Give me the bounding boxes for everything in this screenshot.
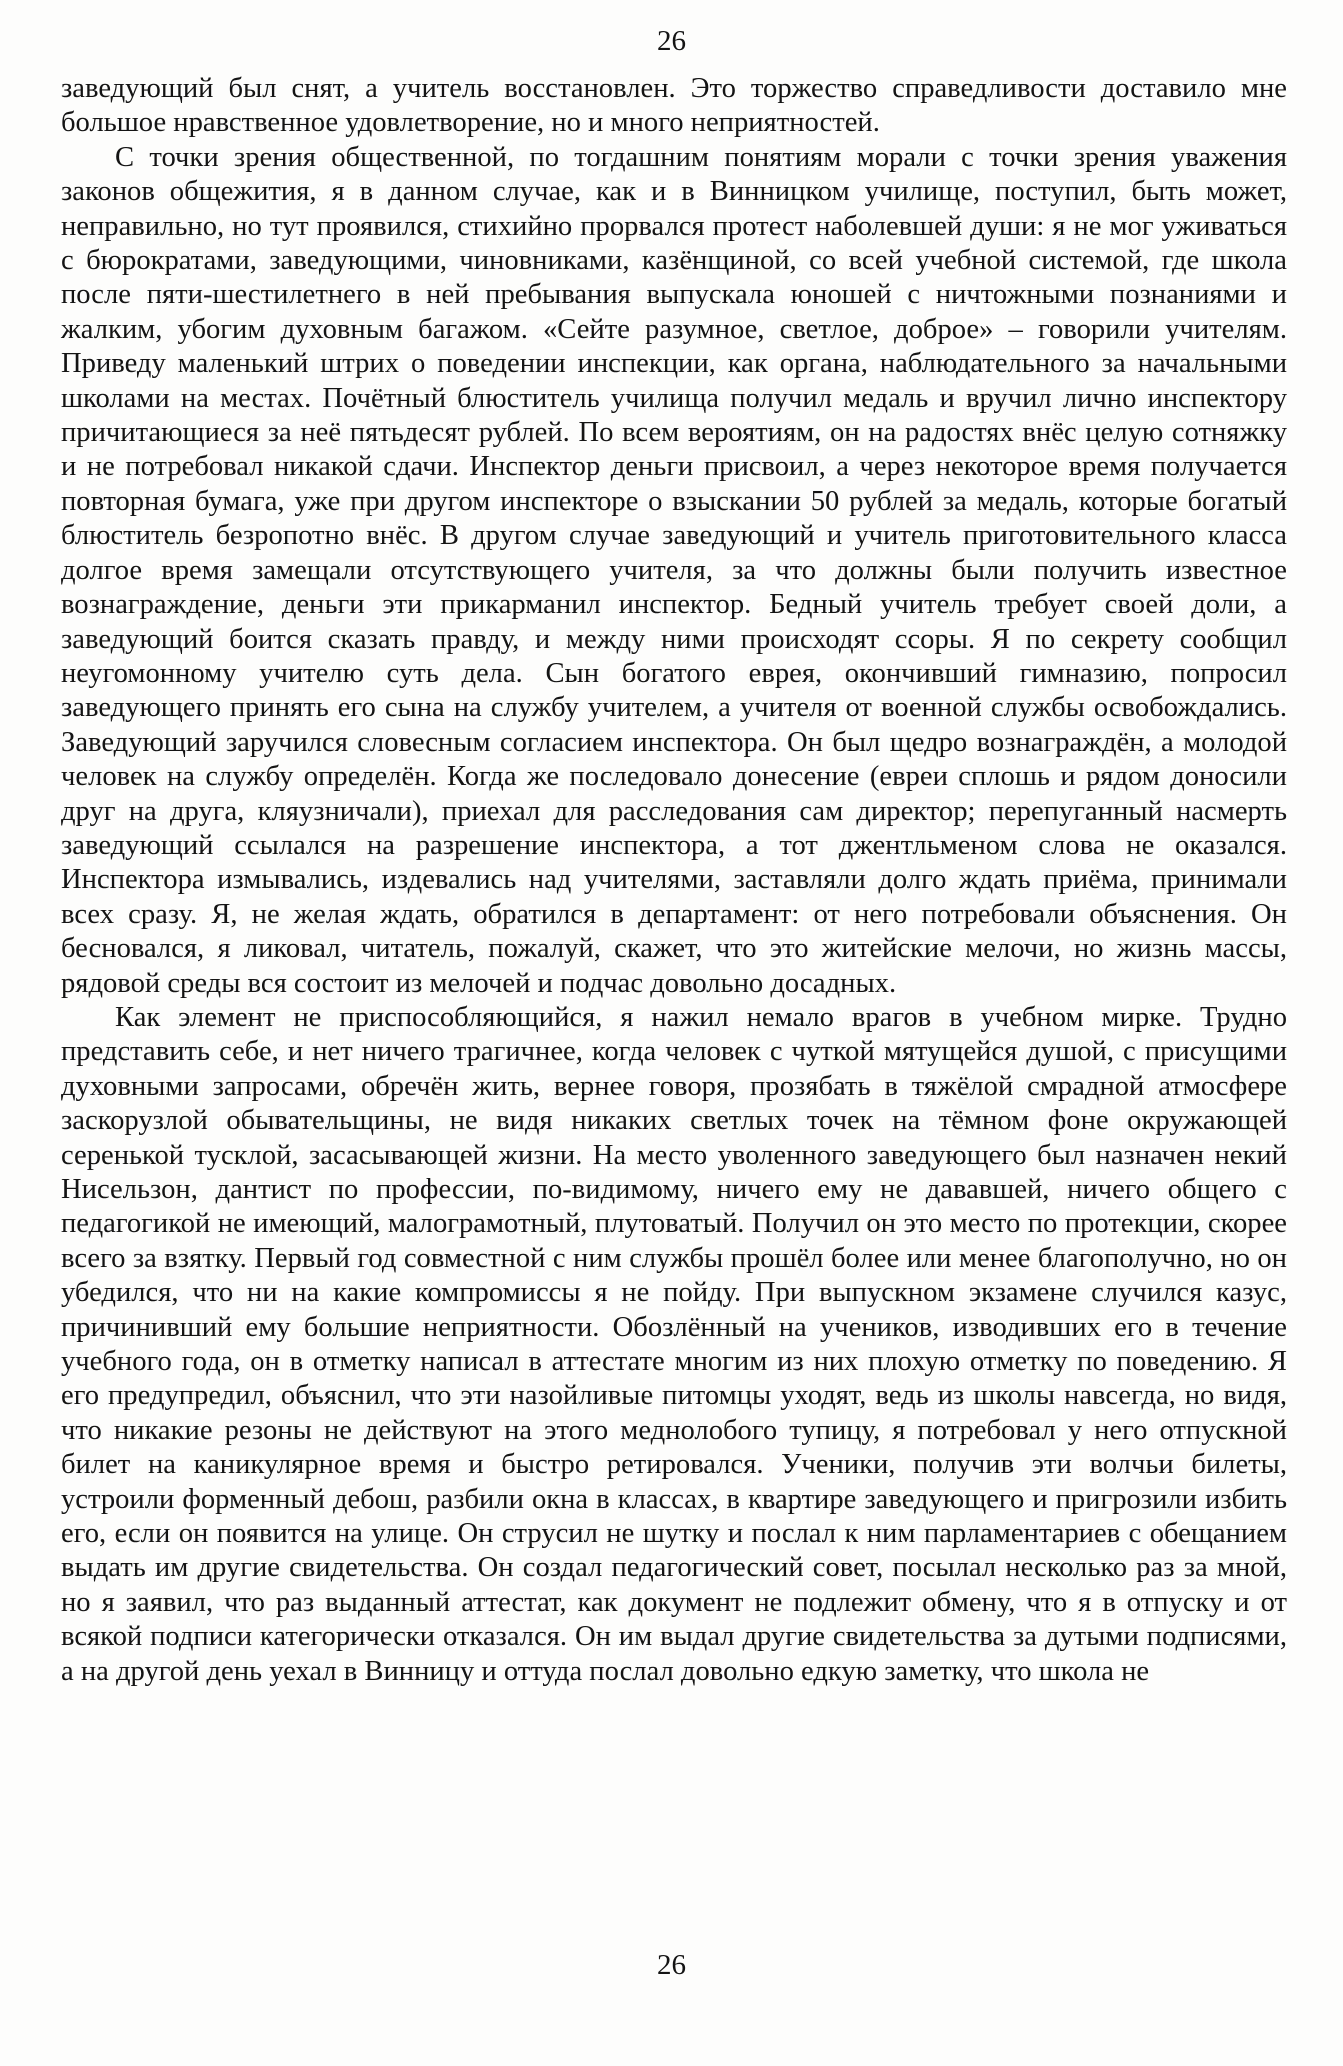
paragraph-1: заведующий был снят, а учитель восстановлен. Это торжество справедливости доставило мне большое нравственное удовлетворение, но и много неприятностей.: [61, 73, 1287, 139]
page-number-top: 26: [657, 25, 686, 57]
paragraph-2: С точки зрения общественной, по тогдашним понятиям морали с точки зрения уважения законов общежития, я в данном случае, как и в Винницком училище, поступил, быть может, неправильно, но тут проявился, стихийно прорвался протест наболевшей души: я не мог уживаться с бюрократами, заведующими, чиновниками, казёнщиной, со всей учебной системой, где школа после пяти-шестилетнего в ней пребывания выпускала юношей с ничтожными познаниями и жалким, убогим духовным багажом. «Сейте разумное, светлое, доброе» – говорили учителям. Приведу маленький штрих о поведении инспекции, как органа, наблюдательного за начальными школами на местах. Почётный блюститель училища получил медаль и вручил лично инспектору причитающиеся за неё пятьдесят рублей. По всем вероятиям, он на радостях внёс целую сотняжку и не потребовал никакой сдачи. Инспектор деньги присвоил, а через некоторое время получается повторная бумага, уже при другом инспекторе о взыскании 50 рублей за медаль, которые богатый блюститель безропотно внёс. В другом случае заведующий и учитель приготовительного класса долгое время замещали отсутствующего учителя, за что должны были получить известное вознаграждение, деньги эти прикарманил инспектор. Бедный учитель требует своей доли, а заведующий боится сказать правду, и между ними происходят ссоры. Я по секрету сообщил неугомонному учителю суть дела. Сын богатого еврея, окончивший гимназию, попросил заведующего принять его сына на службу учителем, а учителя от военной службы освобождались. Заведующий заручился словесным согласием инспектора. Он был щедро вознаграждён, а молодой человек на службу определён. Когда же последовало донесение (евреи сплошь и рядом доносили друг на друга, кляузничали), приехал для расследования сам директор; перепуганный насмерть заведующий ссылался на разрешение инспектора, а тот джентльменом слова не оказался. Инспектора измывались, издевались над учителями, заставляли долго ждать приёма, принимали всех сразу. Я, не желая ждать, обратился в департамент: от него потребовали объяснения. Он бесновался, я ликовал, читатель, пожалуй, скажет, что это житейские мелочи, но жизнь массы, рядовой среды вся состоит из мелочей и подчас довольно досадных.: [61, 141, 1287, 999]
paragraph-3: Как элемент не приспособляющийся, я нажил немало врагов в учебном мирке. Трудно представить себе, и нет ничего трагичнее, когда человек с чуткой мятущейся душой, с присущими духовными запросами, обречён жить, вернее говоря, прозябать в тяжёлой смрадной атмосфере заскорузлой обывательщины, не видя никаких светлых точек на тёмном фоне окружающей серенькой тусклой, засасывающей жизни. На место уволенного заведующего был назначен некий Нисельзон, дантист по профессии, по-видимому, ничего ему не дававшей, ничего общего с педагогикой не имеющий, малограмотный, плутоватый. Получил он это место по протекции, скорее всего за взятку. Первый год совместной с ним службы прошёл более или менее благополучно, но он убедился, что ни на какие компромиссы я не пойду. При выпускном экзамене случился казус, причинивший ему большие неприятности. Обозлённый на учеников, изводивших его в течение учебного года, он в отметку написал в аттестате многим из них плохую отметку по поведению. Я его предупредил, объяснил, что эти назойливые питомцы уходят, ведь из школы навсегда, но видя, что никакие резоны не действуют на этого меднолобого тупицу, я потребовал у него отпускной билет на каникулярное время и быстро ретировался. Ученики, получив эти волчьи билеты, устроили форменный дебош, разбили окна в классах, в квартире заведующего и пригрозили избить его, если он появится на улице. Он струсил не шутку и послал к ним парламентариев с обещанием выдать им другие свидетельства. Он создал педагогический совет, посылал несколько раз за мной, но я заявил, что раз выданный аттестат, как документ не подлежит обмену, что я в отпуску и от всякой подписи категорически отказался. Он им выдал другие свидетельства за дутыми подписями, а на другой день уехал в Винницу и оттуда послал довольно едкую заметку, что школа не: [61, 1001, 1287, 1687]
body-text: [61, 72, 1287, 1689]
page-number-bottom: 26: [657, 1949, 686, 1981]
